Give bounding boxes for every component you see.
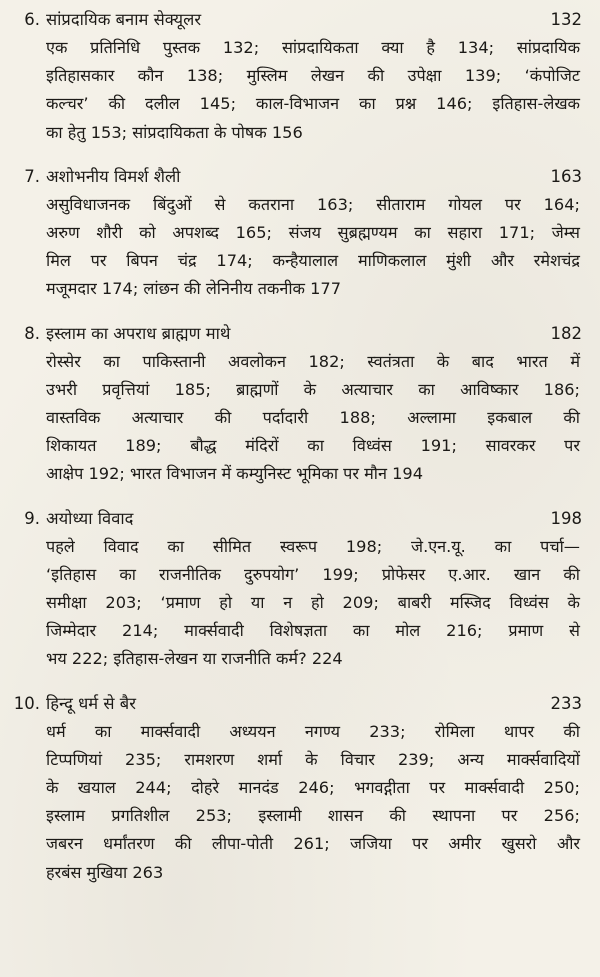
topic-line: कल्चर’ की दलील 145; काल-विभाजन का प्रश्न 146; इतिहास-लेखक (46, 94, 580, 114)
chapter-heading (16, 6, 586, 34)
chapter-number: 6. (24, 10, 40, 29)
topic-line: मिल पर बिपन चंद्र 174; कन्हैयालाल माणिकलाल मुंशी और रमेशचंद्र (46, 251, 580, 271)
chapter-topics (16, 718, 586, 887)
topic-line: आक्षेप 192; भारत विभाजन में कम्युनिस्ट भूमिका पर मौन 194 (46, 464, 424, 484)
chapter-10 (13, 682, 586, 887)
chapter-title: अयोध्या विवाद (46, 508, 134, 528)
chapter-number: 9. (24, 508, 40, 528)
topic-line: इतिहासकार कौन 138; मुस्लिम लेखन की उपेक्षा 139; ‘कंपोजिट (46, 66, 580, 86)
topic-line: अरुण शौरी को अपशब्द 165; संजय सुब्रह्मण्यम का सहारा 171; जेम्स (46, 223, 580, 243)
topic-line: हरबंस मुखिया 263 (46, 862, 164, 882)
chapter-heading (16, 163, 586, 191)
topic-line: का हेतु 153; सांप्रदायिकता के पोषक 156 (46, 122, 303, 142)
topic-line: जबरन धर्मांतरण की लीपा-पोती 261; जजिया पर अमीर खुसरो और (46, 834, 580, 854)
chapter-page-number: 163 (550, 166, 582, 186)
chapter-topics (16, 533, 586, 674)
topic-line: धर्म का मार्क्सवादी अध्ययन नगण्य 233; रोमिला थापर की (46, 721, 580, 741)
chapter-number: 8. (24, 323, 40, 343)
topic-line: टिप्पणियां 235; रामशरण शर्मा के विचार 239; अन्य मार्क्सवादियों (46, 749, 580, 769)
topic-line: पहले विवाद का सीमित स्वरूप 198; जे.एन.यू. का पर्चा— (46, 536, 580, 556)
chapter-7 (16, 155, 586, 304)
chapter-title: अशोभनीय विमर्श शैली (46, 166, 181, 186)
chapter-topics (16, 348, 586, 489)
chapter-heading (16, 505, 586, 533)
topic-line: वास्तविक अत्याचार की पर्दादारी 188; अल्लामा इकबाल की (46, 408, 580, 428)
topic-line: भय 222; इतिहास-लेखन या राजनीति कर्म? 224 (46, 649, 343, 669)
topic-line: इस्लाम प्रगतिशील 253; इस्लामी शासन की स्थापना पर 256; (46, 806, 580, 826)
chapter-heading (16, 320, 586, 348)
chapter-page-number: 132 (550, 10, 582, 29)
topic-line: के खयाल 244; दोहरे मानदंड 246; भगवद्गीता पर मार्क्सवादी 250; (46, 778, 580, 798)
chapter-topics (16, 191, 586, 304)
chapter-topics (16, 34, 586, 147)
chapter-title: इस्लाम का अपराध ब्राह्मण माथे (46, 323, 231, 343)
topic-line: ‘इतिहास का राजनीतिक दुरुपयोग’ 199; प्रोफेसर ए.आर. खान की (46, 564, 580, 584)
chapter-title: हिन्दू धर्म से बैर (46, 693, 136, 713)
topic-line: शिकायत 189; बौद्ध मंदिरों का विध्वंस 191; सावरकर पर (46, 436, 580, 456)
chapter-page-number: 233 (550, 693, 582, 713)
chapter-8 (16, 312, 586, 489)
chapter-title: सांप्रदायिक बनाम सेक्यूलर (46, 10, 202, 29)
chapter-6 (16, 6, 586, 147)
chapter-9 (16, 497, 586, 674)
topic-line: उभरी प्रवृत्तियां 185; ब्राह्मणों के अत्याचार का आविष्कार 186; (46, 379, 580, 399)
chapter-heading (13, 690, 586, 718)
chapter-number: 7. (24, 166, 40, 186)
topic-line: एक प्रतिनिधि पुस्तक 132; सांप्रदायिकता क्या है 134; सांप्रदायिक (46, 38, 580, 57)
topic-line: असुविधाजनक बिंदुओं से कतराना 163; सीताराम गोयल पर 164; (46, 194, 580, 214)
chapter-page-number: 182 (550, 323, 582, 343)
topic-line: जिम्मेदार 214; मार्क्सवादी विशेषज्ञता का मोल 216; प्रमाण से (46, 621, 580, 641)
topic-line: मजूमदार 174; लांछन की लेनिनीय तकनीक 177 (46, 279, 342, 299)
chapter-page-number: 198 (550, 508, 582, 528)
chapter-number: 10. (13, 693, 40, 713)
topic-line: समीक्षा 203; ‘प्रमाण हो या न हो 209; बाबरी मस्जिद विध्वंस के (46, 593, 580, 613)
topic-line: रोस्सेर का पाकिस्तानी अवलोकन 182; स्वतंत्रता के बाद भारत में (46, 351, 580, 371)
